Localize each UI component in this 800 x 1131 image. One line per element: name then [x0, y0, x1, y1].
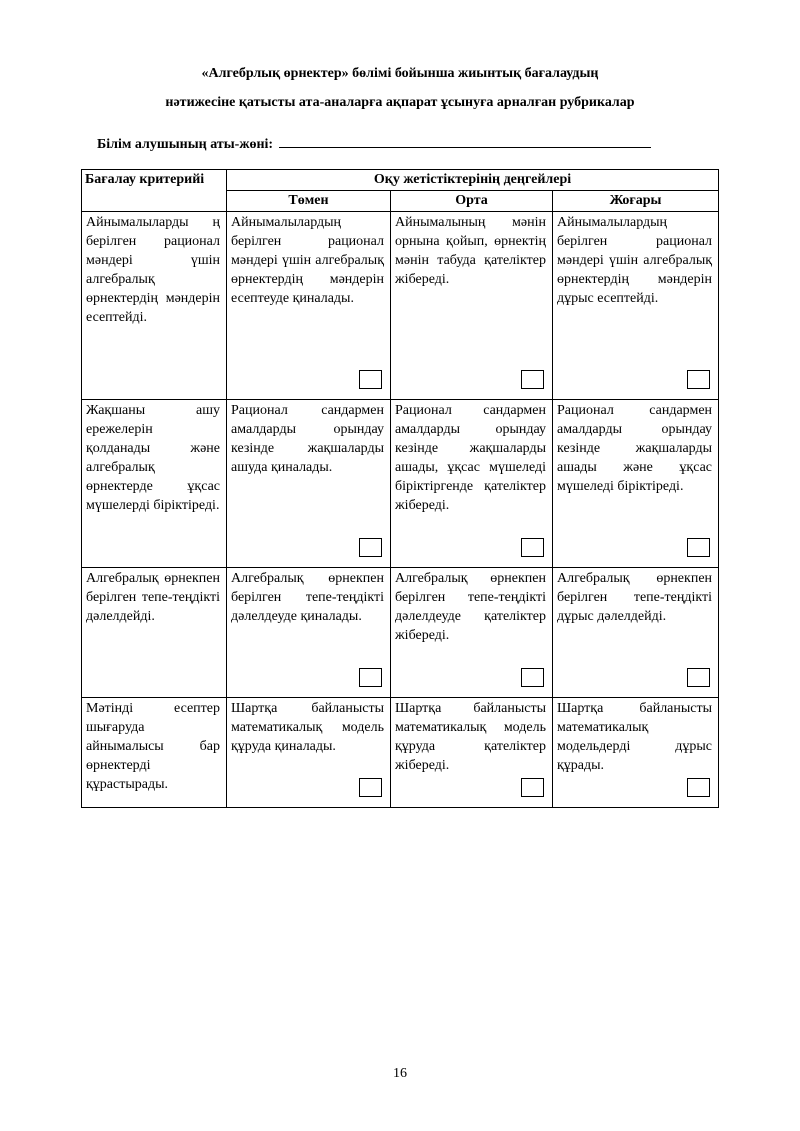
mid-cell: Шартқа байланысты математикалық модель құруда қателіктер жібереді. [391, 698, 553, 808]
page-number: 16 [393, 1066, 407, 1081]
criterion-cell: Айнымалыларды ң берілген рационал мәндері үшін алгебралық өрнектердің мәндерін есептейді. [82, 212, 227, 400]
title-line-1: «Алгебрлық өрнектер» бөлімі бойынша жиынтық бағалаудың [201, 66, 599, 81]
low-cell: Шартқа байланысты математикалық модель құруда қиналады. [227, 698, 391, 808]
checkbox[interactable] [521, 668, 544, 687]
student-name-label: Білім алушының аты-жөні: [97, 137, 274, 152]
rubric-table [81, 169, 719, 808]
criterion-cell: Алгебралық өрнекпен берілген тепе-теңдікті дәлелдейді. [82, 568, 227, 698]
low-cell: Алгебралық өрнекпен берілген тепе-теңдікті дәлелдеуде қиналады. [227, 568, 391, 698]
checkbox[interactable] [687, 370, 710, 389]
checkbox[interactable] [359, 370, 382, 389]
checkbox[interactable] [687, 778, 710, 797]
high-cell: Айнымалылардың берілген рационал мәндері үшін алгебралық өрнектердің мәндерін дұрыс есептейді. [553, 212, 719, 400]
title-line-2: нәтижесіне қатысты ата-аналарға ақпарат ұсынуға арналған рубрикалар [165, 95, 635, 110]
table-row [82, 400, 719, 568]
level-low-header: Төмен [227, 191, 391, 212]
criterion-cell: Жақшаны ашу ережелерін қолданады және алгебралық өрнектерде ұқсас мүшелерді біріктіреді. [82, 400, 227, 568]
high-cell: Алгебралық өрнекпен берілген тепе-теңдікті дұрыс дәлелдейді. [553, 568, 719, 698]
table-row [82, 212, 719, 400]
checkbox[interactable] [521, 370, 544, 389]
high-cell: Шартқа байланысты математикалық модельдерді дұрыс құрады. [553, 698, 719, 808]
table-row [82, 568, 719, 698]
high-cell: Рационал сандармен амалдарды орындау кезінде жақшаларды ашады және ұқсас мүшеледі біріктіреді. [553, 400, 719, 568]
mid-cell: Айнымалының мәнін орнына қойып, өрнектің мәнін табуда қателіктер жібереді. [391, 212, 553, 400]
checkbox[interactable] [687, 668, 710, 687]
low-cell: Айнымалылардың берілген рационал мәндері үшін алгебралық өрнектердің мәндерін есептеуде қиналады. [227, 212, 391, 400]
low-cell: Рационал сандармен амалдарды орындау кезінде жақшаларды ашуда қиналады. [227, 400, 391, 568]
checkbox[interactable] [359, 778, 382, 797]
criterion-cell: Мәтінді есептер шығаруда айнымалысы бар өрнектерді құрастырады. [82, 698, 227, 808]
checkbox[interactable] [687, 538, 710, 557]
level-high-header: Жоғары [553, 191, 719, 212]
levels-header: Оқу жетістіктерінің деңгейлері [227, 170, 719, 191]
level-mid-header: Орта [391, 191, 553, 212]
checkbox[interactable] [359, 668, 382, 687]
student-name-row [97, 133, 651, 154]
checkbox[interactable] [359, 538, 382, 557]
checkbox[interactable] [521, 778, 544, 797]
table-row [82, 698, 719, 808]
checkbox[interactable] [521, 538, 544, 557]
student-name-field[interactable] [279, 133, 651, 148]
mid-cell: Алгебралық өрнекпен берілген тепе-теңдікті дәлелдеуде қателіктер жібереді. [391, 568, 553, 698]
criteria-header: Бағалау критерийі [82, 170, 227, 212]
mid-cell: Рационал сандармен амалдарды орындау кезінде жақшаларды ашады, ұқсас мүшеледі біріктіргенде қателіктер жібереді. [391, 400, 553, 568]
